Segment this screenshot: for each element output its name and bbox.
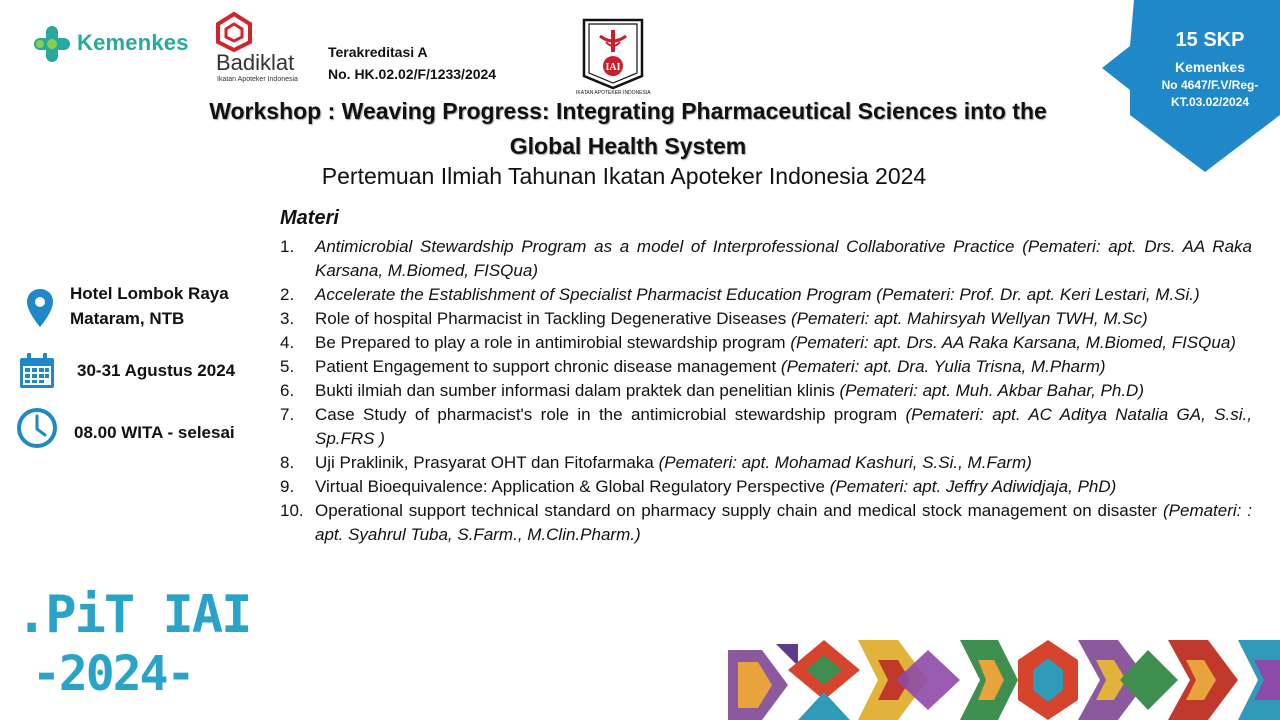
- skp-badge: [1100, 0, 1280, 175]
- skp-credits: 15 SKP: [1175, 29, 1245, 51]
- item-topic: Accelerate the Establishment of Specialist Pharmacist Education Program: [315, 285, 872, 304]
- item-topic: Case Study of pharmacist's role in the antimicrobial stewardship program: [315, 405, 898, 424]
- item-number: 7.: [280, 405, 295, 424]
- list-item: [280, 331, 1252, 355]
- list-item: [280, 475, 1252, 499]
- page-subtitle: Pertemuan Ilmiah Tahunan Ikatan Apoteker Indonesia 2024: [321, 163, 927, 189]
- list-item: [280, 283, 1252, 307]
- item-topic: Virtual Bioequivalence: Application & Global Regulatory Perspective: [315, 477, 825, 496]
- item-number: 4.: [280, 333, 295, 352]
- materi-heading: Materi: [280, 207, 339, 229]
- iai-emblem-icon: [576, 16, 650, 90]
- iai-logo: [576, 16, 650, 96]
- item-number: 1.: [280, 237, 295, 256]
- event-time: 08.00 WITA - selesai: [74, 423, 235, 442]
- list-item: [280, 499, 1252, 547]
- item-number: 3.: [280, 309, 295, 328]
- item-speaker: (Pemateri: apt. Drs. AA Raka Karsana, M.Biomed, FISQua): [790, 333, 1236, 352]
- title-line1: Workshop : Weaving Progress: Integrating Pharmaceutical Sciences into the: [209, 98, 1047, 124]
- item-number: 6.: [280, 381, 295, 400]
- item-number: 5.: [280, 357, 295, 376]
- iai-subtitle: IKATAN APOTEKER INDONESIA: [576, 90, 651, 96]
- item-speaker: (Pemateri: apt. Mahirsyah Wellyan TWH, M.Sc): [790, 309, 1148, 328]
- item-topic: Patient Engagement to support chronic disease management: [315, 357, 777, 376]
- event-date: 30-31 Agustus 2024: [77, 361, 236, 380]
- skp-number-line2: KT.03.02/2024: [1170, 95, 1250, 109]
- item-speaker: (Pemateri: apt. Muh. Akbar Bahar, Ph.D): [839, 381, 1144, 400]
- kemenkes-logo: [32, 22, 202, 66]
- iai-emblem-text: IAI: [605, 62, 621, 73]
- list-item: [280, 451, 1252, 475]
- list-item: [280, 379, 1252, 403]
- skp-number-line1: No 4647/F.V/Reg-: [1161, 78, 1259, 92]
- clock-icon: [16, 407, 58, 449]
- page-title: [150, 94, 1106, 164]
- list-item: [280, 403, 1252, 451]
- item-speaker: (Pemateri: apt. Drs. AA Raka Karsana, M.Biomed, FISQua): [315, 237, 1252, 280]
- accreditation-text: [328, 41, 496, 85]
- venue-name: Hotel Lombok Raya: [70, 284, 229, 303]
- item-number: 10.: [280, 501, 304, 520]
- item-speaker: (Pemateri: apt. AC Aditya Natalia GA, S.si., Sp.FRS ): [315, 405, 1252, 448]
- pit-iai-2024-logo: [16, 580, 251, 702]
- venue-city: Mataram, NTB: [70, 309, 185, 328]
- item-topic: Antimicrobial Stewardship Program as a model of Interprofessional Collaborative Practice: [315, 237, 1015, 256]
- item-topic: Uji Praklinik, Prasyarat OHT dan Fitofarmaka: [315, 453, 654, 472]
- badiklat-logo: [214, 12, 314, 82]
- skp-organization: Kemenkes: [1174, 59, 1246, 75]
- pit-logo-line1: .PiT IAI: [16, 585, 251, 645]
- accreditation-line1: Terakreditasi A: [328, 44, 428, 60]
- badiklat-name: Badiklat: [216, 50, 295, 75]
- pit-logo-line2: -2024-: [32, 646, 194, 702]
- calendar-icon: [18, 352, 56, 390]
- item-topic: Role of hospital Pharmacist in Tackling Degenerative Diseases: [315, 309, 787, 328]
- item-topic: Bukti ilmiah dan sumber informasi dalam praktek dan penelitian klinis: [315, 381, 835, 400]
- kemenkes-emblem-icon: [32, 24, 72, 64]
- item-speaker: (Pemateri: apt. Jeffry Adiwidjaja, PhD): [829, 477, 1117, 496]
- item-number: 9.: [280, 477, 295, 496]
- item-speaker: (Pemateri: apt. Mohamad Kashuri, S.Si., M.Farm): [658, 453, 1032, 472]
- kemenkes-name: Kemenkes: [77, 30, 189, 55]
- list-item: [280, 307, 1252, 331]
- item-speaker: (Pemateri: Prof. Dr. apt. Keri Lestari, M.Si.): [876, 285, 1200, 304]
- item-number: 8.: [280, 453, 295, 472]
- materi-list: [280, 235, 1252, 547]
- badiklat-emblem-icon: [214, 12, 254, 52]
- venue-text: [70, 281, 229, 331]
- decorative-pattern: [728, 640, 1280, 720]
- skp-text: [1140, 28, 1280, 111]
- list-item: [280, 235, 1252, 283]
- badiklat-subtitle: Ikatan Apoteker Indonesia: [217, 76, 298, 83]
- list-item: [280, 355, 1252, 379]
- accreditation-number: No. HK.02.02/F/1233/2024: [328, 66, 497, 82]
- location-pin-icon: [26, 288, 54, 328]
- title-line2: Global Health System: [509, 133, 747, 159]
- item-topic: Be Prepared to play a role in antimirobial stewardship program: [315, 333, 786, 352]
- item-speaker: (Pemateri: : apt. Syahrul Tuba, S.Farm., M.Clin.Pharm.): [315, 501, 1253, 544]
- item-speaker: (Pemateri: apt. Dra. Yulia Trisna, M.Pharm): [780, 357, 1106, 376]
- item-topic: Operational support technical standard on pharmacy supply chain and medical stock management on disaster: [315, 501, 1158, 520]
- item-number: 2.: [280, 285, 295, 304]
